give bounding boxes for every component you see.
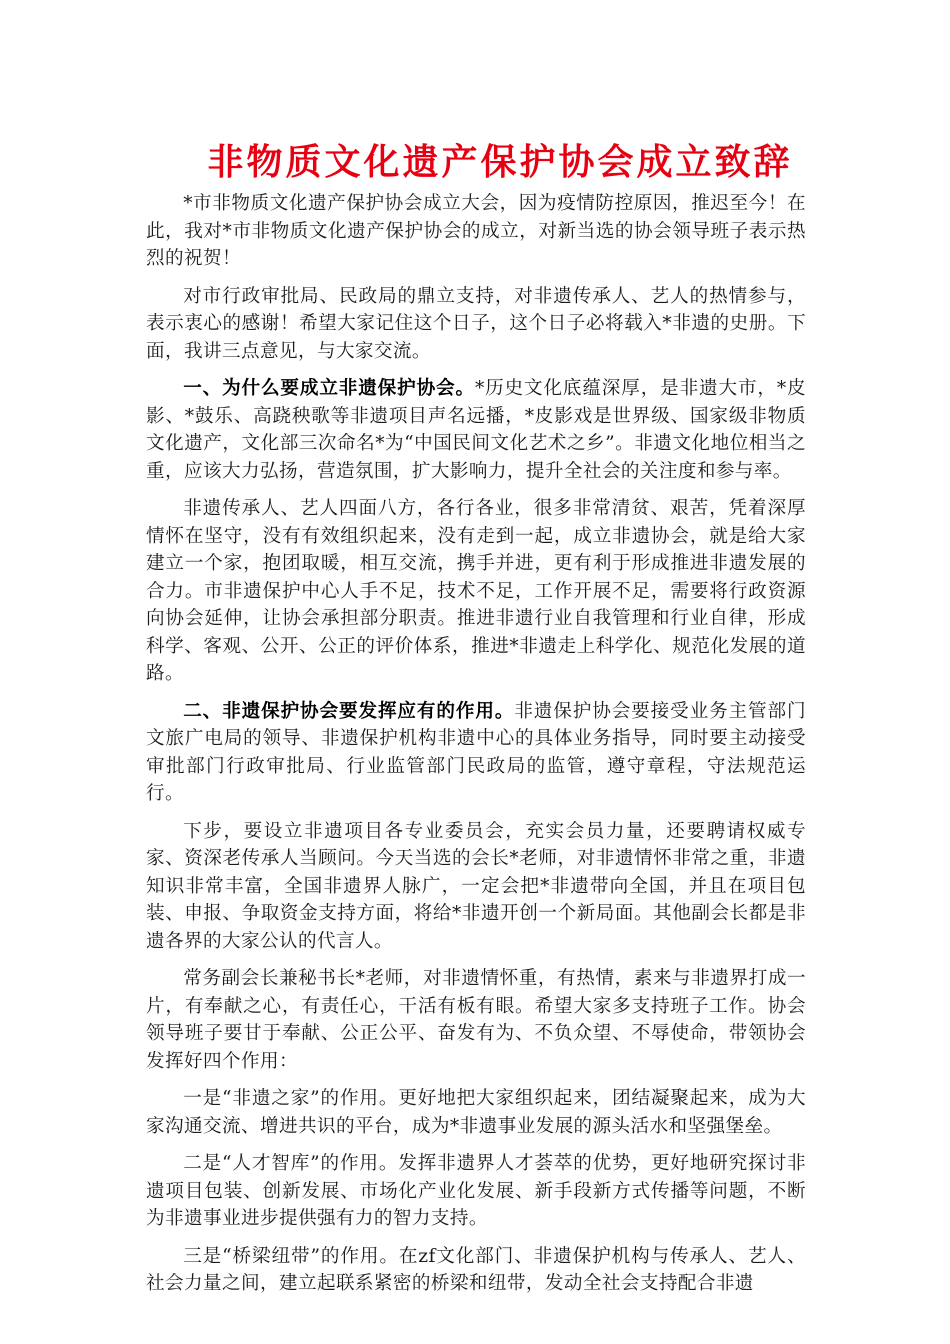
document-title: 非物质文化遗产保护协会成立致辞 bbox=[207, 141, 793, 183]
paragraph-10 bbox=[146, 1243, 806, 1298]
paragraph-8 bbox=[146, 1085, 806, 1140]
paragraph-9 bbox=[146, 1150, 806, 1233]
section-heading-2: 二、非遗保护协会要发挥应有的作用。 bbox=[183, 700, 515, 722]
document-body bbox=[146, 190, 806, 1308]
paragraph-text: 二是“人才智库”的作用。发挥非遗界人才荟萃的优势，更好地研究探讨非遗项目包装、创新发展、市场化产业化发展、新手段新方式传播等问题，不断为非遗事业进步提供强有力的智力支持。 bbox=[146, 1153, 806, 1229]
paragraph-7 bbox=[146, 965, 806, 1075]
paragraph-2 bbox=[146, 283, 806, 366]
paragraph-text: 三是“桥梁纽带”的作用。在zf文化部门、非遗保护机构与传承人、艺人、社会力量之间，建立起联系紧密的桥梁和纽带，发动全社会支持配合非遗 bbox=[146, 1245, 806, 1294]
paragraph-3 bbox=[146, 375, 806, 485]
paragraph-6 bbox=[146, 818, 806, 956]
section-heading-1: 一、为什么要成立非遗保护协会。 bbox=[183, 378, 475, 399]
paragraph-text: 常务副会长兼秘书长*老师，对非遗情怀重，有热情，素来与非遗界打成一片，有奉献之心，有责任心，干活有板有眼。希望大家多支持班子工作。协会领导班子要甘于奉献、公正公平、奋发有为、不负众望、不辱使命，带领协会发挥好四个作用： bbox=[146, 968, 806, 1072]
paragraph-4 bbox=[146, 495, 806, 688]
paragraph-1 bbox=[146, 190, 806, 273]
paragraph-text: *市非物质文化遗产保护协会成立大会，因为疫情防控原因，推迟至今！在此，我对*市非物质文化遗产保护协会的成立，对新当选的协会领导班子表示热烈的祝贺！ bbox=[146, 193, 806, 269]
paragraph-text: 对市行政审批局、民政局的鼎立支持，对非遗传承人、艺人的热情参与，表示衷心的感谢！希望大家记住这个日子，这个日子必将载入*非遗的史册。下面，我讲三点意见，与大家交流。 bbox=[146, 285, 806, 362]
paragraph-text: 一是“非遗之家”的作用。更好地把大家组织起来，团结凝聚起来，成为大家沟通交流、增进共识的平台，成为*非遗事业发展的源头活水和坚强堡垒。 bbox=[146, 1088, 806, 1137]
paragraph-text: 非遗传承人、艺人四面八方，各行各业，很多非常清贫、艰苦，凭着深厚情怀在坚守，没有有效组织起来，没有走到一起，成立非遗协会，就是给大家建立一个家，抱团取暖，相互交流，携手并进，更有利于形成推进非遗发展的合力。市非遗保护中心人手不足，技术不足，工作开展不足，需要将行政资源向协会延伸，让协会承担部分职责。推进非遗行业自我管理和行业自律，形成科学、客观、公开、公正的评价体系，推进*非遗走上科学化、规范化发展的道路。 bbox=[146, 498, 806, 684]
paragraph-5 bbox=[146, 698, 806, 808]
paragraph-text: 下步，要设立非遗项目各专业委员会，充实会员力量，还要聘请权威专家、资深老传承人当顾问。今天当选的会长*老师，对非遗情怀非常之重，非遗知识非常丰富，全国非遗界人脉广，一定会把*非遗带向全国，并且在项目包装、申报、争取资金支持方面，将给*非遗开创一个新局面。其他副会长都是非遗各界的大家公认的代言人。 bbox=[146, 820, 806, 952]
paragraph-text: *历史文化底蕴深厚，是非遗大市，*皮影、*鼓乐、高跷秧歌等非遗项目声名远播，*皮影戏是世界级、国家级非物质文化遗产，文化部三次命名*为“中国民间文化艺术之乡”。非遗文化地位相当之重，应该大力弘扬，营造氛围，扩大影响力，提升全社会的关注度和参与率。 bbox=[146, 378, 806, 482]
paragraph-text: 非遗保护协会要接受业务主管部门文旅广电局的领导、非遗保护机构非遗中心的具体业务指导，同时要主动接受审批部门行政审批局、行业监管部门民政局的监管，遵守章程，守法规范运行。 bbox=[146, 700, 806, 804]
